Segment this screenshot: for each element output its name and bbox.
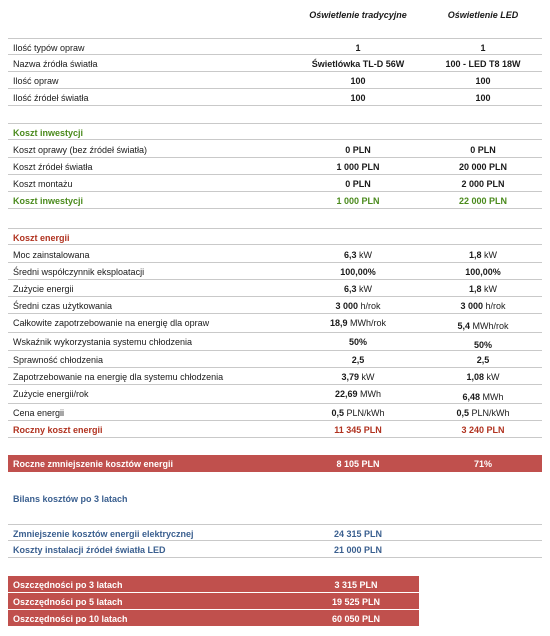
annual-reduction-value: 8 105 PLN <box>336 459 380 469</box>
value-traditional: 0,5 PLN/kWh <box>331 408 385 418</box>
table-row <box>8 297 542 314</box>
value-traditional: 18,9 MWh/rok <box>329 318 387 328</box>
value-traditional: 0 PLN <box>345 145 371 155</box>
savings-value: 3 315 PLN <box>334 580 378 590</box>
value-led: 100 <box>475 76 491 86</box>
value-traditional: 2,5 <box>351 355 365 365</box>
row-label: Koszt źródeł światła <box>13 162 93 172</box>
value-traditional: 3,79 kW <box>341 372 375 382</box>
row-label: Oszczędności po 5 latach <box>13 597 123 607</box>
table-row <box>8 246 542 263</box>
table-row <box>8 158 542 175</box>
value-led: 6,48 MWh <box>462 392 504 402</box>
value-led: 100 - LED T8 18W <box>445 59 521 69</box>
value-led: 1,8 kW <box>468 250 497 260</box>
row-label: Koszt inwestycji <box>13 196 84 206</box>
unit: kW <box>481 250 497 260</box>
value-led: 3 240 PLN <box>461 425 505 435</box>
value-led: 0 PLN <box>470 145 496 155</box>
value-led: 20 000 PLN <box>458 162 508 172</box>
row-label: Oszczędności po 10 latach <box>13 614 128 624</box>
row-label: Koszt montażu <box>13 179 73 189</box>
value-led: 2 000 PLN <box>461 179 505 189</box>
balance-value: 24 315 PLN <box>333 529 383 539</box>
row-label: Ilość typów opraw <box>13 43 85 53</box>
row-label: Średni czas użytkowania <box>13 301 113 311</box>
value-traditional: 100 <box>350 93 366 103</box>
value-traditional: 6,3 kW <box>343 250 372 260</box>
table-row <box>8 89 542 106</box>
row-label: Ilość źródeł światła <box>13 93 89 103</box>
value-traditional: 22,69 MWh <box>334 389 382 399</box>
value-traditional: 3 000 h/rok <box>335 301 381 311</box>
row-label: Cena energii <box>13 408 65 418</box>
annual-reduction-percent: 71% <box>473 459 492 469</box>
unit: kW <box>356 250 372 260</box>
section-title: Koszt energii <box>13 233 70 243</box>
row-label: Zmniejszenie kosztów energii elektrycznej <box>13 529 194 539</box>
row-label: Średni współczynnik eksploatacji <box>13 267 145 277</box>
value-traditional: 1 000 PLN <box>336 196 380 206</box>
value-led: 100,00% <box>465 267 501 277</box>
value-led: 1 <box>480 43 486 53</box>
value-traditional: 11 345 PLN <box>334 425 382 435</box>
column-header-row <box>8 8 542 24</box>
section-title: Bilans kosztów po 3 latach <box>13 494 128 504</box>
table-row <box>8 368 542 385</box>
value-traditional: 0 PLN <box>345 179 371 189</box>
table-row <box>8 524 542 541</box>
value-led: 100 <box>475 93 491 103</box>
savings-row <box>8 576 419 593</box>
row-label: Zużycie energii <box>13 284 74 294</box>
value-traditional: 100 <box>350 76 366 86</box>
savings-value: 19 525 PLN <box>331 597 381 607</box>
row-label: Ilość opraw <box>13 76 59 86</box>
table-row <box>8 55 542 72</box>
column-header-traditional: Oświetlenie tradycyjne <box>309 10 407 20</box>
section-title-balance <box>8 490 542 507</box>
value-traditional: 100,00% <box>340 267 376 277</box>
value-led: 1,08 kW <box>466 372 500 382</box>
savings-row <box>8 593 419 610</box>
row-label: Koszty instalacji źródeł światła LED <box>13 545 166 555</box>
table-row <box>8 351 542 368</box>
value-traditional: 1 000 PLN <box>336 162 380 172</box>
value-traditional: Świetlówka TL-D 56W <box>311 59 405 69</box>
savings-value: 60 050 PLN <box>331 614 381 624</box>
table-row <box>8 541 542 558</box>
section-title: Koszt inwestycji <box>13 128 84 138</box>
value-traditional: 6,3 kW <box>343 284 372 294</box>
row-label: Koszt oprawy (bez źródeł światła) <box>13 145 148 155</box>
value-traditional: 50% <box>348 337 367 347</box>
row-label: Nazwa źródła światła <box>13 59 98 69</box>
table-row <box>8 141 542 158</box>
value-led: 22 000 PLN <box>458 196 508 206</box>
column-header-led: Oświetlenie LED <box>447 10 519 20</box>
annual-reduction-band <box>8 455 542 472</box>
value-traditional: 1 <box>355 43 361 53</box>
table-row <box>8 38 542 55</box>
table-row <box>8 175 542 192</box>
value-led: 1,8 kW <box>468 284 497 294</box>
energy-total-row <box>8 421 542 438</box>
table-row <box>8 333 542 351</box>
row-label: Zużycie energii/rok <box>13 389 89 399</box>
value-led: 50% <box>473 340 492 350</box>
table-row <box>8 314 542 333</box>
table-row <box>8 263 542 280</box>
row-label: Sprawność chłodzenia <box>13 355 104 365</box>
investment-total-row <box>8 192 542 209</box>
table-row <box>8 385 542 404</box>
table-row <box>8 280 542 297</box>
section-title-energy <box>8 228 542 245</box>
row-label: Całkowite zapotrzebowanie na energię dla opraw <box>13 318 210 328</box>
row-label: Wskaźnik wykorzystania systemu chłodzenia <box>13 337 193 347</box>
value-led: 5,4 MWh/rok <box>457 321 509 331</box>
row-label: Roczne zmniejszenie kosztów energii <box>13 459 174 469</box>
savings-row <box>8 610 419 627</box>
row-label: Moc zainstalowana <box>13 250 90 260</box>
row-label: Oszczędności po 3 latach <box>13 580 123 590</box>
section-title-investment <box>8 123 542 140</box>
table-row <box>8 72 542 89</box>
table-row <box>8 404 542 421</box>
value-led: 2,5 <box>476 355 490 365</box>
value-led: 3 000 h/rok <box>460 301 506 311</box>
balance-value: 21 000 PLN <box>333 545 383 555</box>
row-label: Zapotrzebowanie na energię dla systemu chłodzenia <box>13 372 224 382</box>
value-led: 0,5 PLN/kWh <box>456 408 510 418</box>
row-label: Roczny koszt energii <box>13 425 103 435</box>
